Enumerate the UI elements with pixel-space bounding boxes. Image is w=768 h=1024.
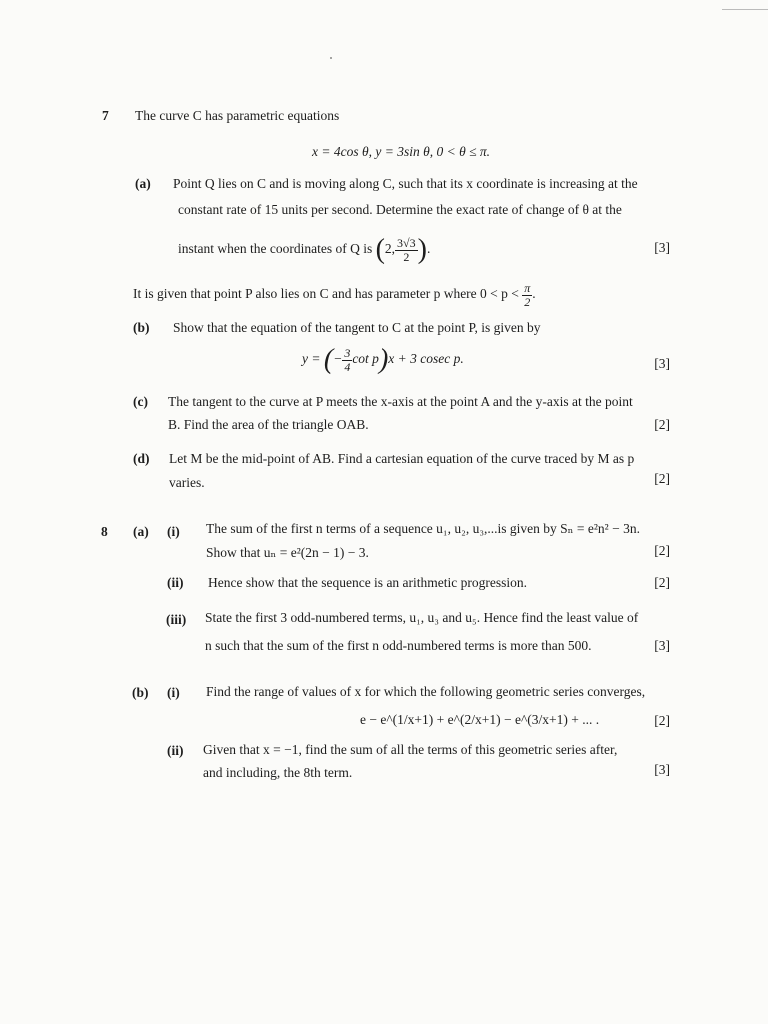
fraction (342, 347, 352, 373)
part-d-line: Let M be the mid-point of AB. Find a cartesian equation of the curve traced by M as p (169, 451, 635, 466)
fraction (395, 237, 418, 263)
fraction-numerator: π (524, 281, 531, 295)
mark: [2] (654, 417, 670, 432)
part-label: (c) (133, 394, 148, 409)
tangent-equation: y = (− $\frac{3}{4}$ cot p)x + 3 cosec p. (302, 344, 464, 375)
subpart-label: (i) (167, 524, 180, 539)
mark: [3] (654, 762, 670, 777)
part-label: (a) (133, 524, 149, 539)
mark: [2] (654, 471, 670, 486)
subpart-line: Hence show that the sequence is an arithmetic progression. (208, 575, 528, 590)
subpart-label: (ii) (167, 743, 184, 758)
fraction-numerator: 3 (344, 345, 351, 360)
mark: [2] (654, 575, 670, 590)
subpart-line: Show that uₙ = e²(2n − 1) − 3. (206, 545, 369, 560)
subpart-line: and including, the 8th term. (203, 765, 353, 780)
part-a-line: instant when the coordinates of Q is (178, 241, 373, 257)
mark: [3] (654, 356, 670, 371)
part-b-line: Show that the equation of the tangent to C at the point P, is given by (173, 320, 541, 335)
subpart-label: (i) (167, 685, 180, 700)
fraction-denominator: 2 (524, 294, 531, 309)
part-a-line: constant rate of 15 units per second. Determine the exact rate of change of θ at the (178, 202, 622, 217)
mark: [2] (654, 543, 670, 558)
geometric-series: e − e^(1/x+1) + e^(2/x+1) − e^(3/x+1) + ... . (360, 712, 600, 727)
mark: [3] (654, 638, 670, 653)
fraction (522, 282, 532, 308)
eq-left: y = (302, 351, 321, 367)
subpart-line: Given that x = −1, find the sum of all the terms of this geometric series after, (203, 742, 618, 757)
part-d-line: varies. (169, 475, 205, 490)
subpart-line: State the first 3 odd-numbered terms, u₁, u₃ and u₅. Hence find the least value of (205, 610, 639, 625)
subpart-line: n such that the sum of the first n odd-numbered terms is more than 500. (205, 638, 592, 653)
point-x: 2, (384, 241, 396, 257)
paren-open: ( (375, 234, 385, 265)
fraction-numerator: 3√3 (397, 235, 416, 250)
part-label: (a) (135, 176, 151, 191)
paren-close: ) (378, 344, 389, 375)
part-label: (b) (132, 685, 149, 700)
question-intro: The curve C has parametric equations (135, 108, 340, 123)
parametric-equations: x = 4cos θ, y = 3sin θ, 0 < θ ≤ π. (312, 144, 491, 159)
part-label: (d) (133, 451, 150, 466)
scan-speck (330, 57, 332, 59)
mark: [2] (654, 713, 670, 728)
subpart-label: (ii) (167, 575, 184, 590)
part-c-line: The tangent to the curve at P meets the x-axis at the point A and the y-axis at the point (168, 394, 633, 409)
subpart-line: Find the range of values of x for which the following geometric series converges, (206, 684, 646, 699)
mark: [3] (654, 240, 670, 255)
given-text: It is given that point P also lies on C and has parameter p where 0 < p < (133, 286, 519, 302)
paren-close: ) (417, 234, 427, 265)
subpart-label: (iii) (166, 612, 187, 627)
subpart-line: The sum of the first n terms of a sequence u₁, u₂, u₃,...is given by Sₙ = e²n² − 3n. (206, 521, 640, 536)
part-c-line: B. Find the area of the triangle OAB. (168, 417, 369, 432)
question-number: 7 (102, 108, 109, 123)
eq-right: x + 3 cosec p. (388, 351, 464, 367)
scan-edge-line (722, 9, 768, 10)
fraction-denominator: 2 (403, 249, 410, 264)
part-a-line: Point Q lies on C and is moving along C, such that its x coordinate is increasing at the (173, 176, 638, 191)
part-a-formula: instant when the coordinates of Q is (2, $\frac{3√3}{2}$ ). (178, 234, 431, 265)
paren-open: ( (323, 344, 334, 375)
eq-mid: cot p (352, 351, 379, 367)
question-number: 8 (101, 524, 108, 539)
fraction-denominator: 4 (344, 359, 351, 374)
given-statement: It is given that point P also lies on C and has parameter p where 0 < p < $\frac{\pi}{2}$ . (133, 281, 536, 309)
part-label: (b) (133, 320, 150, 335)
